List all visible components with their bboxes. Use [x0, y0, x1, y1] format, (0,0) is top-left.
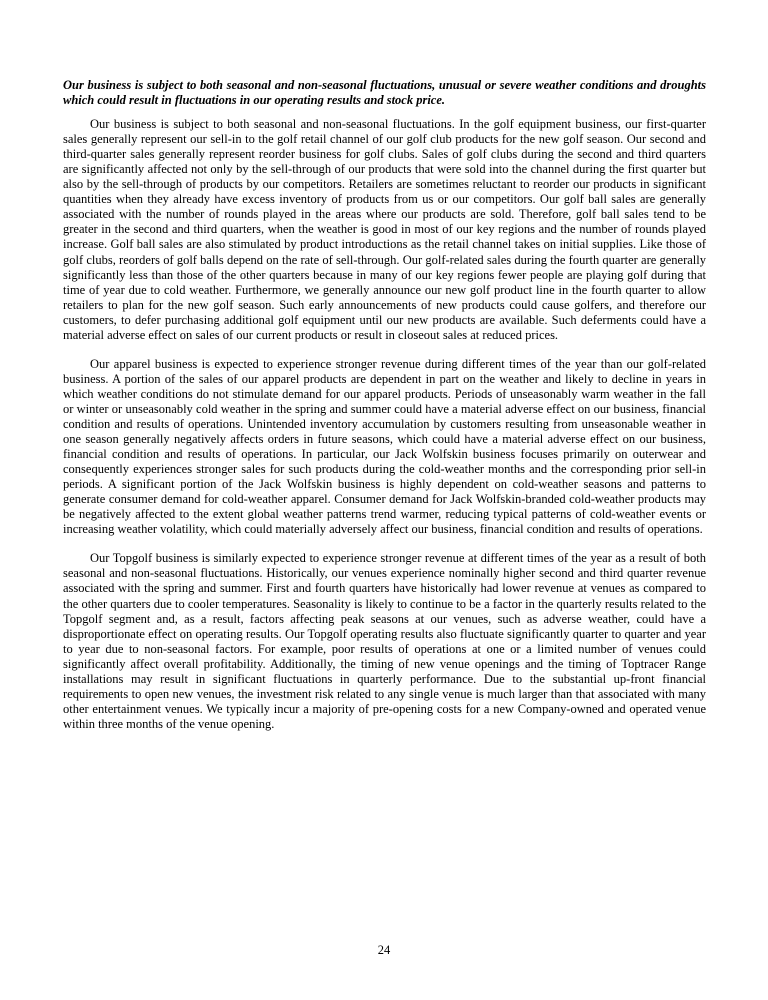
- paragraph-topgolf-seasonality: Our Topgolf business is similarly expected to experience stronger revenue at different times of the year as a result of both seasonal and non-seasonal fluctuations. Historically, our venues experience nominally higher second and third quarter revenue associated with the spring and summer. First and fourth quarters have historically had lower revenue at venues as compared to the other quarters due to cooler temperatures. Seasonality is likely to continue to be a factor in the quarterly results related to the Topgolf segment and, as a result, factors affecting peak seasons at our venues, such as adverse weather, could have a disproportionate effect on operating results. Our Topgolf operating results also fluctuate significantly quarter to quarter and year to year due to non-seasonal factors. For example, poor results of operations at one or a limited number of venues could significantly affect overall profitability. Additionally, the timing of new venue openings and the timing of Toptracer Range installations may result in significant fluctuations in quarterly performance. Due to the substantial up-front financial requirements to open new venues, the investment risk related to any single venue is much larger than that associated with many other entertainment venues. We typically incur a majority of pre-opening costs for a new Company-owned and operated venue within three months of the venue opening.: [63, 551, 706, 731]
- page-content: [63, 78, 706, 732]
- paragraph-apparel-seasonality: Our apparel business is expected to experience stronger revenue during different times of the year than our golf-related business. A portion of the sales of our apparel products are dependent in part on the weather and likely to decline in years in which weather conditions do not stimulate demand for our apparel products. Periods of unseasonably warm weather in the fall or winter or unseasonably cold weather in the spring and summer could have a material adverse effect on our business, financial condition and results of operations. Unintended inventory accumulation by customers resulting from unseasonable weather in one season generally negatively affects orders in future seasons, which could have a material adverse effect on our business, financial condition and results of operations. In particular, our Jack Wolfskin business focuses primarily on outerwear and consequently experiences stronger sales for such products during the cold-weather months and the corresponding prior sell-in periods. A significant portion of the Jack Wolfskin business is highly dependent on cold-weather seasons and patterns to generate consumer demand for cold-weather apparel. Consumer demand for Jack Wolfskin-branded cold-weather products may be negatively affected to the extent global weather patterns trend warmer, reducing typical patterns of cold-weather events or increasing weather volatility, which could materially adversely affect our business, financial condition and results of operations.: [63, 356, 706, 537]
- paragraph-golf-equipment-seasonality: Our business is subject to both seasonal and non-seasonal fluctuations. In the golf equipment business, our first-quarter sales generally represent our sell-in to the golf retail channel of our golf club products for the new golf season. Our second and third-quarter sales generally represent reorder business for golf clubs. Sales of golf clubs during the second and third quarters are significantly affected not only by the sell-through of our products that were sold into the channel during the first quarter but also by the sell-through of products by our competitors. Retailers are sometimes reluctant to reorder our products in significant quantities when they already have excess inventory of products from us or our competitors. Our golf ball sales are generally associated with the number of rounds played in the areas where our products are sold. Therefore, golf ball sales tend to be greater in the second and third quarters, when the weather is good in most of our key regions and the number of rounds played increase. Golf ball sales are also stimulated by product introductions as the retail channel takes on initial supplies. Like those of golf clubs, reorders of golf balls depend on the rate of sell-through. Our golf-related sales during the fourth quarter are generally significantly less than those of the other quarters because in many of our key regions fewer people are playing golf during that time of year due to cold weather. Furthermore, we generally announce our new golf product line in the fourth quarter to allow retailers to plan for the new golf season. Such early announcements of new products could cause golfers, and therefore our customers, to defer purchasing additional golf equipment until our new products are available. Such deferments could have a material adverse effect on sales of our current products or result in closeout sales at reduced prices.: [63, 117, 706, 342]
- page-number: 24: [377, 943, 391, 957]
- risk-factor-heading: Our business is subject to both seasonal and non-seasonal fluctuations, unusual or severe weather conditions and droughts which could result in fluctuations in our operating results and stock price.: [63, 78, 706, 108]
